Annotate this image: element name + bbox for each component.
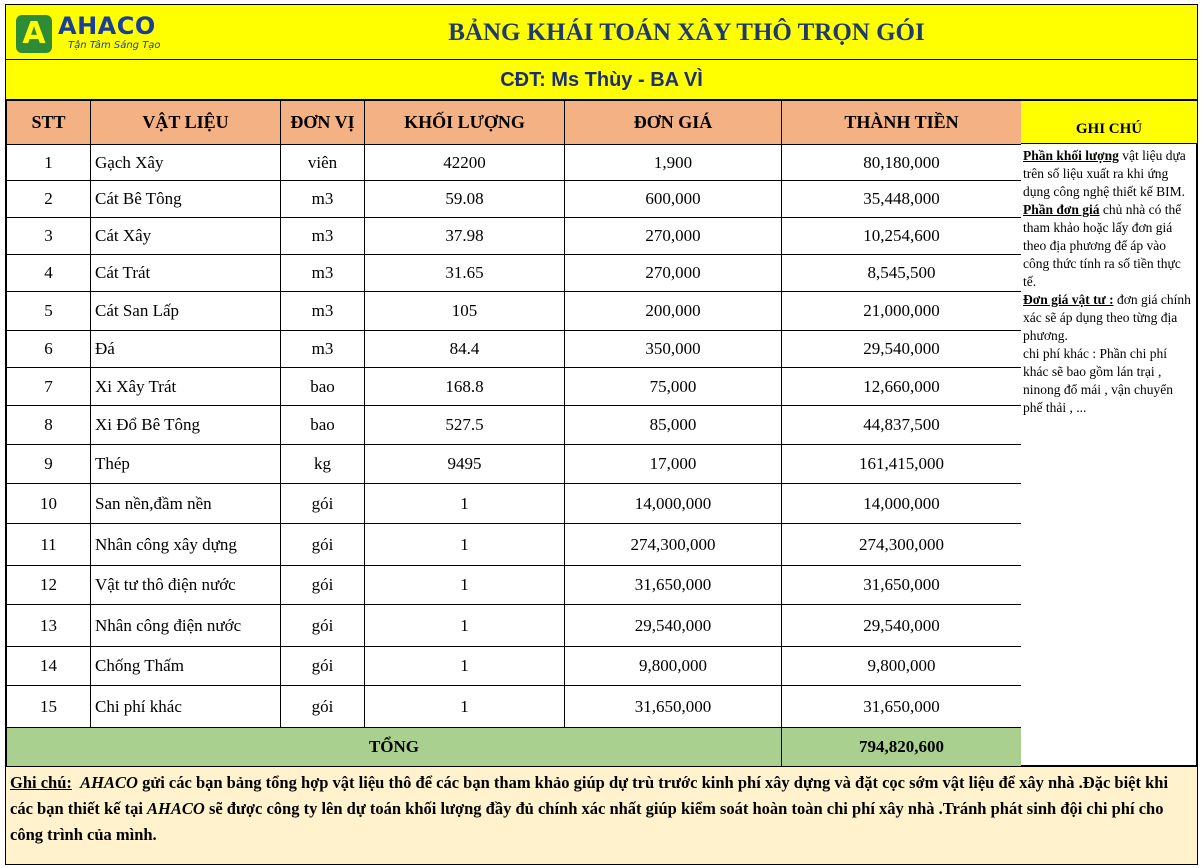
cell-material: San nền,đầm nền [91,484,281,524]
cell-quantity: 168.8 [365,368,565,406]
cell-material: Cát Xây [91,218,281,255]
cell-material: Nhân công xây dựng [91,524,281,566]
cell-price: 600,000 [565,181,782,218]
cell-quantity: 59.08 [365,181,565,218]
cell-stt: 11 [7,524,91,566]
table-row [7,524,1022,566]
cell-quantity: 1 [365,605,565,647]
cell-material: Thép [91,445,281,484]
cell-amount: 31,650,000 [782,686,1022,728]
note-material-price-text: đơn giá chính xác sẽ áp dụng theo từng địa phương. [1023,292,1191,343]
table-row [7,566,1022,605]
cell-quantity: 42200 [365,145,565,181]
cell-unit: gói [281,605,365,647]
cell-material: Nhân công điện nước [91,605,281,647]
cell-price: 75,000 [565,368,782,406]
cell-unit: kg [281,445,365,484]
table-row [7,368,1022,406]
cell-amount: 21,000,000 [782,292,1022,331]
cell-stt: 14 [7,647,91,686]
footer-label: Ghi chú: [10,773,72,792]
footer-brand-2: AHACO [147,799,205,818]
cell-material: Vật tư thô điện nước [91,566,281,605]
cell-price: 14,000,000 [565,484,782,524]
header-unit: ĐƠN VỊ [281,101,365,145]
cell-unit: m3 [281,255,365,292]
note-quantity-text: vật liệu dựa trên số liệu xuất ra khi ứng dụng công nghệ thiết kế BIM. [1023,148,1186,199]
cell-material: Cát San Lấp [91,292,281,331]
cell-stt: 5 [7,292,91,331]
header-amount: THÀNH TIỀN [782,101,1022,145]
cell-quantity: 1 [365,524,565,566]
note-quantity-title: Phần khối lượng [1023,148,1119,163]
cell-price: 31,650,000 [565,566,782,605]
cell-price: 29,540,000 [565,605,782,647]
table-row [7,218,1022,255]
notes-column [1021,100,1197,766]
cell-amount: 10,254,600 [782,218,1022,255]
page-title: BẢNG KHÁI TOÁN XÂY THÔ TRỌN GÓI [448,19,925,46]
cell-amount: 31,650,000 [782,566,1022,605]
table-row [7,647,1022,686]
logo-mark-letter: A [22,16,46,51]
cell-unit: gói [281,524,365,566]
cell-quantity: 1 [365,484,565,524]
table-row [7,686,1022,728]
table-row [7,406,1022,445]
cell-unit: m3 [281,292,365,331]
ahaco-logo [16,13,176,55]
cell-price: 200,000 [565,292,782,331]
cell-price: 1,900 [565,145,782,181]
logo-mark-icon [16,15,52,53]
cell-price: 9,800,000 [565,647,782,686]
cell-quantity: 105 [365,292,565,331]
cell-unit: m3 [281,181,365,218]
cell-amount: 35,448,000 [782,181,1022,218]
cell-quantity: 84.4 [365,331,565,368]
cell-stt: 15 [7,686,91,728]
cell-amount: 29,540,000 [782,605,1022,647]
client-subtitle: CĐT: Ms Thùy - BA VÌ [6,60,1197,100]
title-bar [6,5,1197,60]
cell-material: Đá [91,331,281,368]
cell-stt: 6 [7,331,91,368]
footer-note [6,766,1197,864]
header-quantity: KHỐI LƯỢNG [365,101,565,145]
cell-material: Cát Trát [91,255,281,292]
cell-amount: 161,415,000 [782,445,1022,484]
cell-quantity: 527.5 [365,406,565,445]
notes-body [1023,147,1195,417]
cell-price: 31,650,000 [565,686,782,728]
cell-stt: 3 [7,218,91,255]
footer-brand: AHACO [80,773,138,792]
cell-quantity: 1 [365,686,565,728]
total-label: TỔNG [7,728,782,767]
cell-unit: gói [281,566,365,605]
table-row [7,181,1022,218]
cell-material: Xi Xây Trát [91,368,281,406]
cell-price: 85,000 [565,406,782,445]
logo-name: AHACO [58,12,156,40]
cell-material: Gạch Xây [91,145,281,181]
cell-quantity: 31.65 [365,255,565,292]
cell-stt: 13 [7,605,91,647]
logo-slogan: Tận Tâm Sáng Tạo [68,40,161,51]
header-price: ĐƠN GIÁ [565,101,782,145]
notes-header-label: GHI CHÚ [1075,121,1143,137]
estimate-table [6,100,1022,767]
cell-unit: gói [281,484,365,524]
cell-stt: 12 [7,566,91,605]
header-material: VẬT LIỆU [91,101,281,145]
cell-price: 17,000 [565,445,782,484]
cell-unit: bao [281,406,365,445]
table-row [7,331,1022,368]
cell-stt: 1 [7,145,91,181]
notes-header [1021,101,1197,144]
note-price-text: chủ nhà có thể tham khảo hoặc lấy đơn giá theo địa phương để áp vào công thức tính ra số tiền thực tế. [1023,202,1182,289]
total-amount: 794,820,600 [782,728,1022,767]
cell-stt: 2 [7,181,91,218]
table-header-row [7,101,1022,145]
cell-amount: 44,837,500 [782,406,1022,445]
cell-unit: bao [281,368,365,406]
table-row [7,484,1022,524]
cell-price: 274,300,000 [565,524,782,566]
cell-material: Xi Đổ Bê Tông [91,406,281,445]
cell-stt: 10 [7,484,91,524]
cell-material: Cát Bê Tông [91,181,281,218]
note-material-price-title: Đơn giá vật tư : [1023,292,1114,307]
table-row [7,445,1022,484]
cell-unit: viên [281,145,365,181]
cell-unit: m3 [281,331,365,368]
cell-unit: gói [281,686,365,728]
cell-amount: 12,660,000 [782,368,1022,406]
table-row [7,255,1022,292]
footer-text-2: sẽ được công ty lên dự toán khối lượng đầy đủ chính xác nhất giúp kiểm soát hoàn toàn chi phí xây nhà .Tránh phát sinh đội chi phí cho công trình của mình. [10,799,1164,844]
note-price-title: Phần đơn giá [1023,202,1100,217]
cell-price: 270,000 [565,218,782,255]
cell-quantity: 1 [365,647,565,686]
table-row [7,145,1022,181]
footer-text-1: gửi các bạn bảng tổng hợp vật liệu thô để các bạn tham khảo giúp dự trù trước kinh phí xây dựng và đặt cọc sớm vật liệu để xây nhà .Đặc biệt khi các bạn thiết kế tại [10,773,1169,818]
cell-stt: 9 [7,445,91,484]
cell-amount: 80,180,000 [782,145,1022,181]
total-row [7,728,1022,767]
cell-amount: 274,300,000 [782,524,1022,566]
cell-material: Chống Thấm [91,647,281,686]
cell-amount: 9,800,000 [782,647,1022,686]
note-other-costs: chi phí khác : Phần chi phí khác sẽ bao gồm lán trại , ninong đổ mái , vận chuyển phế thải , ... [1023,346,1173,415]
cell-price: 270,000 [565,255,782,292]
cell-stt: 4 [7,255,91,292]
cell-amount: 29,540,000 [782,331,1022,368]
cell-stt: 8 [7,406,91,445]
table-row [7,605,1022,647]
cell-quantity: 9495 [365,445,565,484]
cell-unit: m3 [281,218,365,255]
cell-amount: 8,545,500 [782,255,1022,292]
header-stt: STT [7,101,91,145]
cell-unit: gói [281,647,365,686]
cell-stt: 7 [7,368,91,406]
cell-price: 350,000 [565,331,782,368]
cell-quantity: 1 [365,566,565,605]
table-row [7,292,1022,331]
cell-quantity: 37.98 [365,218,565,255]
cell-material: Chi phí khác [91,686,281,728]
cell-amount: 14,000,000 [782,484,1022,524]
